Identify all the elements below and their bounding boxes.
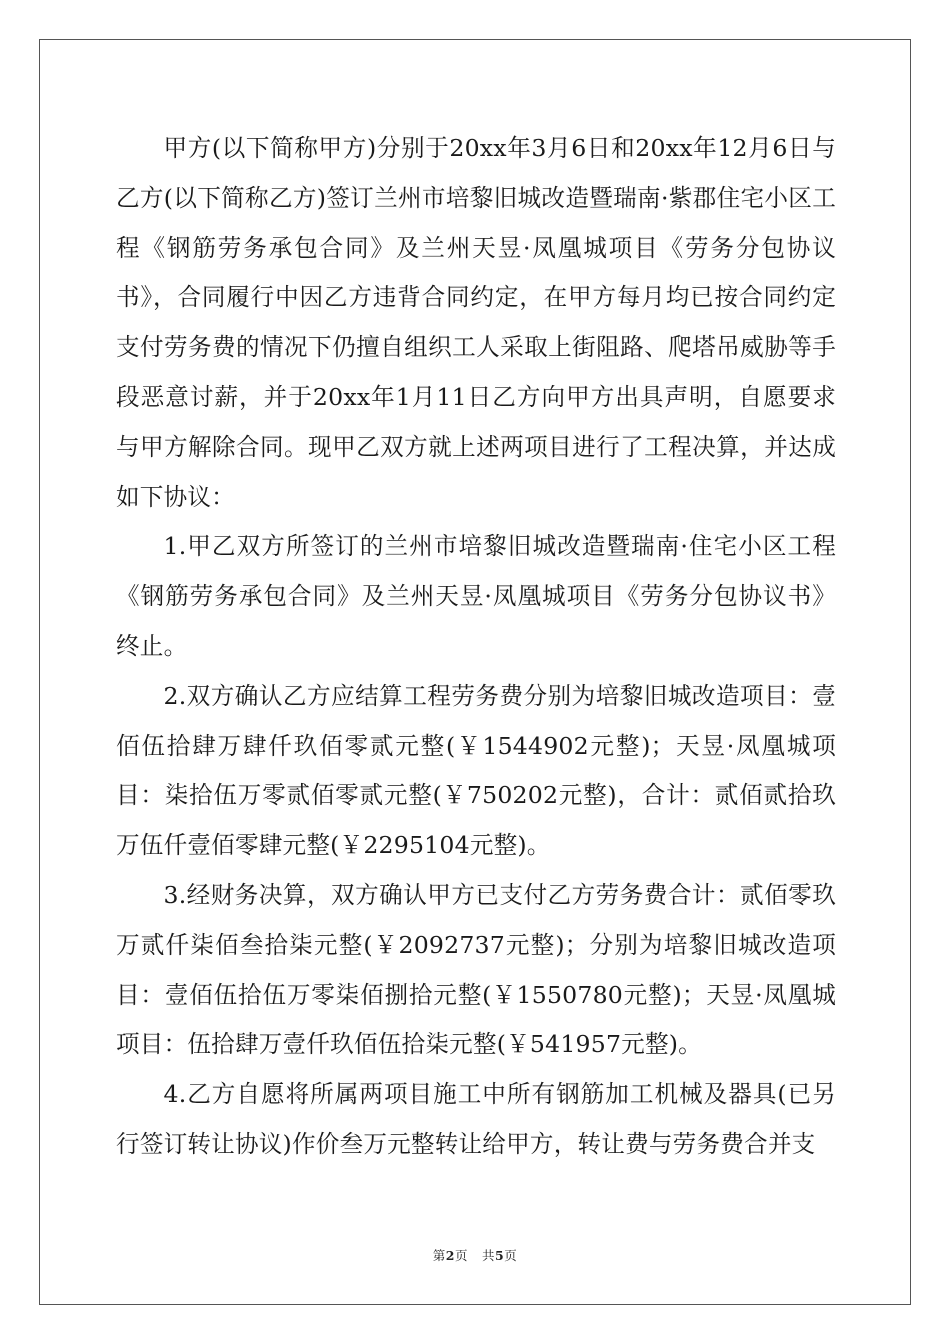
paragraph-clause-2: 2.双方确认乙方应结算工程劳务费分别为培黎旧城改造项目：壹佰伍拾肆万肆仟玖佰零贰元整(￥1544902元整)；天昱·凤凰城项目：柒拾伍万零贰佰零贰元整(￥750202元整)，合计：贰佰贰拾玖万伍仟壹佰零肆元整(￥2295104元整)。 [116, 681, 836, 860]
paragraph-clause-4: 4.乙方自愿将所属两项目施工中所有钢筋加工机械及器具(已另行签订转让协议)作价叁万元整转让给甲方，转让费与劳务费合并支 [116, 1080, 836, 1158]
page-footer [0, 1246, 950, 1264]
document-body [116, 124, 836, 1170]
paragraph-intro: 甲方(以下简称甲方)分别于20xx年3月6日和20xx年12月6日与乙方(以下简称乙方)签订兰州市培黎旧城改造暨瑞南·紫郡住宅小区工程《钢筋劳务承包合同》及兰州天昱·凤凰城项目《劳务分包协议书》，合同履行中因乙方违背合同约定，在甲方每月均已按合同约定支付劳务费的情况下仍擅自组织工人采取上街阻路、爬塔吊威胁等手段恶意讨薪，并于20xx年1月11日乙方向甲方出具声明，自愿要求与甲方解除合同。现甲乙双方就上述两项目进行了工程决算，并达成如下协议： [116, 134, 836, 511]
page-prefix: 第 [432, 1248, 446, 1263]
page-unit: 页 [454, 1248, 468, 1263]
total-prefix: 共 [482, 1248, 496, 1263]
total-unit: 页 [504, 1248, 518, 1263]
paragraph-clause-1: 1.甲乙双方所签订的兰州市培黎旧城改造暨瑞南·住宅小区工程《钢筋劳务承包合同》及兰州天昱·凤凰城项目《劳务分包协议书》终止。 [116, 532, 836, 660]
total-page-count: 5 [495, 1248, 505, 1263]
current-page-number: 2 [445, 1248, 455, 1263]
paragraph-clause-3: 3.经财务决算，双方确认甲方已支付乙方劳务费合计：贰佰零玖万贰仟柒佰叁拾柒元整(￥2092737元整)；分别为培黎旧城改造项目：壹佰伍拾伍万零柒佰捌拾元整(￥1550780元整)；天昱·凤凰城项目：伍拾肆万壹仟玖佰伍拾柒元整(￥541957元整)。 [116, 880, 836, 1059]
